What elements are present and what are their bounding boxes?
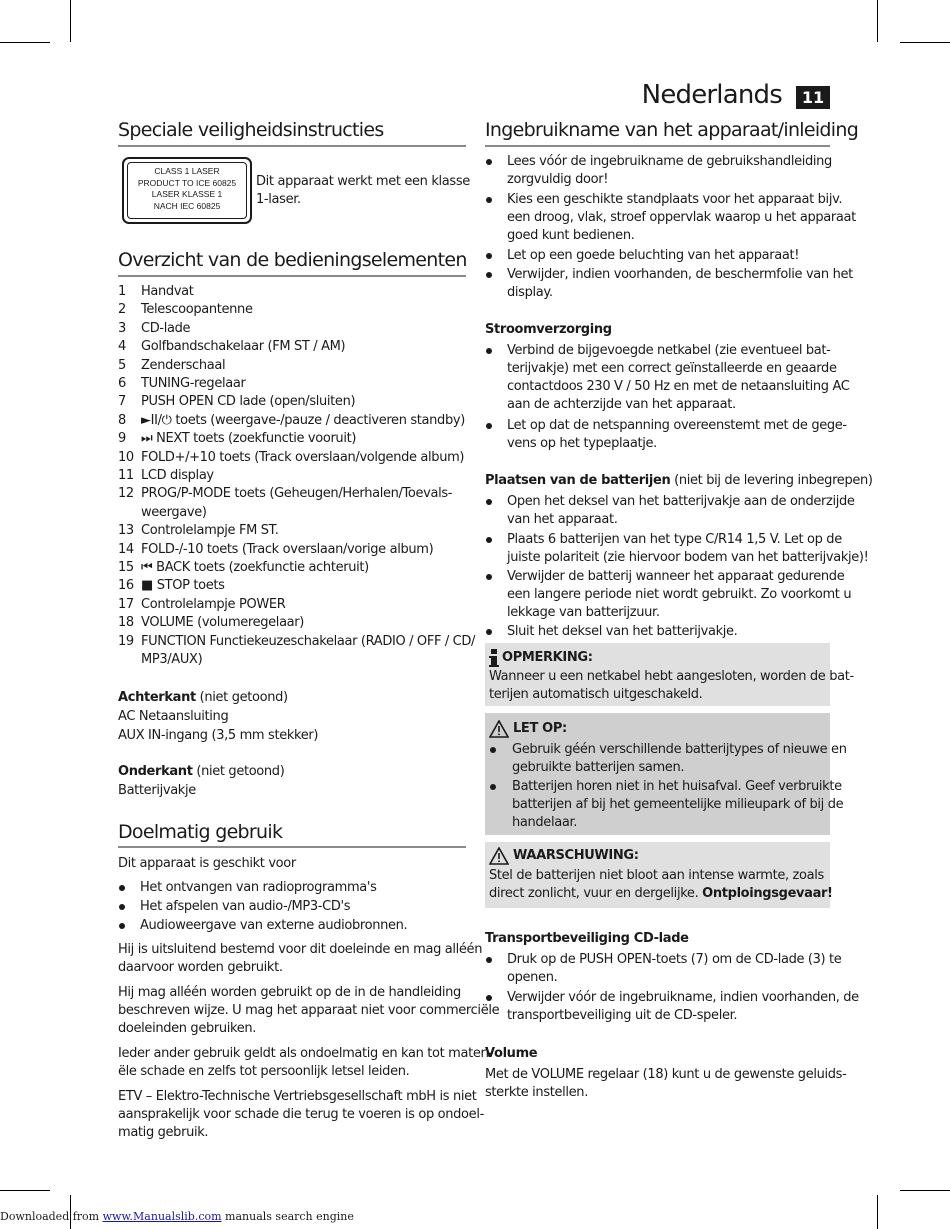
use-bullet: Het afspelen van audio-/MP3-CD's bbox=[140, 899, 351, 914]
volume-text: sterkte instellen. bbox=[485, 1085, 588, 1100]
intro-text: display. bbox=[507, 285, 553, 300]
overview-item-text: PUSH OPEN CD lade (open/sluiten) bbox=[141, 394, 356, 410]
page-number: 11 bbox=[796, 86, 830, 109]
intro-text: Let op een goede beluchting van het apparaat! bbox=[507, 248, 800, 263]
warning-emphasis: Ontploingsgevaar! bbox=[702, 886, 833, 901]
overview-item-text: TUNING-regelaar bbox=[141, 376, 246, 391]
overview-item-number: 13 bbox=[118, 523, 134, 539]
intro-text: zorgvuldig door! bbox=[507, 172, 609, 187]
back-section bbox=[118, 689, 288, 707]
overview-item-number: 8 bbox=[118, 412, 126, 428]
warning-triangle-icon bbox=[489, 720, 509, 738]
crop-mark bbox=[877, 0, 878, 42]
overview-item-number: 7 bbox=[118, 394, 126, 410]
bullet-icon bbox=[485, 568, 493, 576]
crop-mark bbox=[0, 1190, 50, 1191]
use-paragraph: aansprakelijk voor schade die terug te voeren is op ondoel- bbox=[118, 1107, 484, 1122]
batteries-text: lekkage van batterijzuur. bbox=[507, 605, 660, 620]
intro-text: een droog, vlak, stroef oppervlak waarop u het apparaat bbox=[507, 210, 856, 225]
batteries-text: Verwijder de batterij wanneer het apparaat gedurende bbox=[507, 569, 845, 584]
overview-item-number: 3 bbox=[118, 320, 126, 336]
overview-item-number: 1 bbox=[118, 284, 126, 299]
crop-mark bbox=[877, 1195, 878, 1229]
bullet-icon bbox=[485, 989, 493, 997]
overview-item-number: 5 bbox=[118, 357, 126, 373]
intro-text: Verwijder, indien voorhanden, de beschermfolie van het bbox=[507, 267, 853, 282]
power-text: Verbind de bijgevoegde netkabel (zie eventueel bat- bbox=[507, 343, 831, 358]
intro-text: Lees vóór de ingebruikname de gebruikshandleiding bbox=[507, 154, 832, 169]
use-paragraph: matig gebruik. bbox=[118, 1125, 209, 1140]
bullet-icon bbox=[485, 153, 493, 161]
power-text: aan de achterzijde van het apparaat. bbox=[507, 397, 736, 412]
use-heading: Doelmatig gebruik bbox=[118, 821, 283, 843]
overview-item-text: Handvat bbox=[141, 284, 194, 299]
use-bullet: Audioweergave van externe audiobronnen. bbox=[140, 918, 408, 933]
footer bbox=[0, 1210, 354, 1223]
power-text: terijvakje) met een correct geïnstalleerde en geaarde bbox=[507, 361, 837, 376]
overview-item-text: ■ STOP toets bbox=[141, 578, 225, 594]
use-bullet: Het ontvangen van radioprogramma's bbox=[140, 880, 377, 895]
laser-label-line: CLASS 1 LASER bbox=[154, 166, 220, 176]
transport-heading: Transportbeveiliging CD-lade bbox=[485, 931, 689, 946]
overview-item-number: 2 bbox=[118, 302, 126, 318]
overview-item-number: 4 bbox=[118, 339, 126, 355]
caution-text: gebruikte batterijen samen. bbox=[512, 760, 685, 775]
info-icon bbox=[489, 649, 499, 667]
crop-mark bbox=[70, 0, 71, 42]
transport-text: Druk op de PUSH OPEN-toets (7) om de CD-lade (3) te bbox=[507, 952, 842, 967]
laser-text: 1-laser. bbox=[256, 192, 301, 207]
use-paragraph: beschreven wijze. U mag het apparaat niet voor commerciële bbox=[118, 1003, 500, 1018]
intro-text: Kies een geschikte standplaats voor het apparaat bijv. bbox=[507, 192, 843, 207]
overview-item-number: 6 bbox=[118, 376, 126, 391]
crop-mark bbox=[900, 42, 950, 43]
batteries-text: van het apparaat. bbox=[507, 512, 618, 527]
bullet-icon bbox=[485, 531, 493, 539]
warning-text: Stel de batterijen niet bloot aan intense warmte, zoals bbox=[489, 868, 824, 883]
batteries-text: een langere periode niet wordt gebruikt. Zo voorkomt u bbox=[507, 587, 852, 602]
use-paragraph: ële schade en zelfs tot persoonlijk letsel leiden. bbox=[118, 1064, 410, 1079]
batteries-text: Sluit het deksel van het batterijvakje. bbox=[507, 624, 738, 639]
power-heading: Stroomverzorging bbox=[485, 322, 612, 337]
transport-text: transportbeveiliging uit de CD-speler. bbox=[507, 1008, 738, 1023]
overview-heading: Overzicht van de bedieningselementen bbox=[118, 249, 467, 271]
note-text: terijen automatisch uitgeschakeld. bbox=[489, 687, 703, 702]
overview-item-number: 18 bbox=[118, 615, 134, 631]
use-paragraph: daarvoor worden gebruikt. bbox=[118, 960, 283, 975]
transport-text: Verwijder vóór de ingebruikname, indien voorhanden, de bbox=[507, 990, 859, 1005]
batteries-text: Plaats 6 batterijen van het type C/R14 1,5 V. Let op de bbox=[507, 532, 842, 547]
overview-item-number: 14 bbox=[118, 541, 134, 557]
language-title: Nederlands bbox=[641, 80, 782, 110]
bottom-section bbox=[118, 763, 284, 781]
power-text: contactdoos 230 V / 50 Hz en met de netaansluiting AC bbox=[507, 379, 850, 394]
power-text: vens op het typeplaatje. bbox=[507, 436, 657, 451]
warning-triangle-icon bbox=[489, 847, 509, 865]
volume-heading: Volume bbox=[485, 1046, 538, 1061]
overview-item-text: MP3/AUX) bbox=[141, 652, 203, 667]
footer-link[interactable]: www.Manualslib.com bbox=[102, 1210, 222, 1223]
heading-rule bbox=[118, 846, 466, 848]
caution-text: Gebruik géén verschillende batterijtypes of nieuwe en bbox=[512, 742, 847, 757]
bullet-icon bbox=[485, 266, 493, 274]
batteries-text: Open het deksel van het batterijvakje aan de onderzijde bbox=[507, 494, 855, 509]
warning-text bbox=[489, 885, 833, 903]
caution-text: handelaar. bbox=[512, 815, 578, 830]
batteries-heading bbox=[485, 472, 873, 490]
overview-item-number: 10 bbox=[118, 449, 134, 465]
bullet-icon bbox=[485, 951, 493, 959]
laser-label-line: NACH IEC 60825 bbox=[153, 200, 221, 211]
overview-item-text: CD-lade bbox=[141, 320, 191, 336]
bullet-icon bbox=[485, 493, 493, 501]
use-paragraph: Hij is uitsluitend bestemd voor dit doeleinde en mag alléén bbox=[118, 942, 483, 957]
overview-item-text: ►II/⏻ toets (weergave-/pauze / deactiveren standby) bbox=[141, 412, 465, 428]
bullet-icon bbox=[118, 917, 126, 925]
back-item: AC Netaansluiting bbox=[118, 709, 229, 724]
bullet-icon bbox=[489, 778, 497, 786]
warning-title: WAARSCHUWING: bbox=[513, 848, 639, 863]
bullet-icon bbox=[485, 342, 493, 350]
transport-text: openen. bbox=[507, 970, 558, 985]
overview-item-number: 12 bbox=[118, 486, 134, 502]
overview-item-text: FUNCTION Functiekeuzeschakelaar (RADIO / OFF / CD/ bbox=[141, 633, 476, 649]
overview-item-text: Controlelampje POWER bbox=[141, 596, 286, 612]
batteries-title: Plaatsen van de batterijen bbox=[485, 473, 671, 488]
bullet-icon bbox=[485, 623, 493, 631]
laser-label-line: LASER KLASSE 1 bbox=[151, 189, 223, 199]
overview-item-text: Zenderschaal bbox=[141, 357, 226, 373]
warning-text-part: direct zonlicht, vuur en dergelijke. bbox=[489, 886, 703, 901]
overview-item-number: 11 bbox=[118, 468, 134, 483]
back-note: (niet getoond) bbox=[195, 690, 288, 705]
overview-item-number: 16 bbox=[118, 578, 134, 594]
crop-mark bbox=[0, 42, 50, 43]
use-paragraph: ETV – Elektro-Technische Vertriebsgesellschaft mbH is niet bbox=[118, 1089, 477, 1104]
volume-text: Met de VOLUME regelaar (18) kunt u de gewenste geluids- bbox=[485, 1067, 847, 1082]
use-paragraph: Hij mag alléén worden gebruikt op de in de handleiding bbox=[118, 985, 461, 1000]
overview-item-text: ⏭ NEXT toets (zoekfunctie vooruit) bbox=[141, 431, 357, 447]
bottom-item: Batterijvakje bbox=[118, 783, 196, 798]
note-text: Wanneer u een netkabel hebt aangesloten, worden de bat- bbox=[489, 669, 854, 684]
overview-item-number: 19 bbox=[118, 633, 134, 649]
bullet-icon bbox=[118, 879, 126, 887]
heading-rule bbox=[118, 145, 466, 147]
safety-heading: Speciale veiligheidsinstructies bbox=[118, 119, 384, 141]
footer-suffix: manuals search engine bbox=[221, 1210, 354, 1223]
caution-title: LET OP: bbox=[513, 721, 567, 736]
overview-item-text: Golfbandschakelaar (FM ST / AM) bbox=[141, 339, 346, 355]
crop-mark bbox=[900, 1190, 950, 1191]
use-intro: Dit apparaat is geschikt voor bbox=[118, 856, 296, 871]
batteries-note: (niet bij de levering inbegrepen) bbox=[670, 473, 873, 488]
overview-item-text: FOLD+/+10 toets (Track overslaan/volgende album) bbox=[141, 449, 465, 465]
power-text: Let op dat de netspanning overeenstemt met de gege- bbox=[507, 418, 847, 433]
heading-rule bbox=[485, 145, 830, 147]
overview-item-text: LCD display bbox=[141, 468, 214, 483]
overview-item-text: FOLD-/-10 toets (Track overslaan/vorige album) bbox=[141, 541, 434, 557]
bullet-icon bbox=[485, 191, 493, 199]
overview-item-text: PROG/P-MODE toets (Geheugen/Herhalen/Toevals- bbox=[141, 486, 453, 502]
note-title: OPMERKING: bbox=[502, 650, 593, 665]
caution-text: Batterijen horen niet in het huisafval. Geef verbruikte bbox=[512, 779, 842, 794]
overview-item-text: VOLUME (volumeregelaar) bbox=[141, 615, 305, 631]
caution-text: batterijen af bij het gemeentelijke milieupark of bij de bbox=[512, 797, 844, 812]
overview-item-text: ⏮ BACK toets (zoekfunctie achteruit) bbox=[141, 560, 369, 575]
batteries-text: juiste polariteit (zie hiervoor bodem van het batterijvakje)! bbox=[507, 550, 869, 565]
intro-text: goed kunt bedienen. bbox=[507, 228, 635, 243]
bullet-icon bbox=[485, 417, 493, 425]
laser-class-label bbox=[122, 157, 252, 224]
overview-item-number: 15 bbox=[118, 560, 134, 575]
laser-text: Dit apparaat werkt met een klasse bbox=[256, 174, 470, 189]
bottom-note: (niet getoond) bbox=[192, 764, 285, 779]
bullet-icon bbox=[489, 741, 497, 749]
overview-item-text: Telescoopantenne bbox=[141, 302, 253, 318]
laser-label-line: PRODUCT TO ICE 60825 bbox=[137, 177, 237, 188]
overview-item-number: 17 bbox=[118, 596, 134, 612]
footer-prefix: Downloaded from bbox=[0, 1210, 103, 1223]
back-item: AUX IN-ingang (3,5 mm stekker) bbox=[118, 728, 319, 743]
overview-item-number: 9 bbox=[118, 431, 126, 447]
intro-heading: Ingebruikname van het apparaat/inleiding bbox=[485, 119, 859, 141]
bullet-icon bbox=[485, 247, 493, 255]
use-paragraph: doeleinden gebruiken. bbox=[118, 1021, 257, 1036]
bottom-label: Onderkant bbox=[118, 764, 193, 779]
heading-rule bbox=[118, 275, 466, 277]
bullet-icon bbox=[118, 898, 126, 906]
overview-item-text: Controlelampje FM ST. bbox=[141, 523, 279, 539]
back-label: Achterkant bbox=[118, 690, 196, 705]
use-paragraph: Ieder ander gebruik geldt als ondoelmatig en kan tot materi- bbox=[118, 1046, 494, 1061]
overview-item-text: weergave) bbox=[141, 504, 207, 520]
